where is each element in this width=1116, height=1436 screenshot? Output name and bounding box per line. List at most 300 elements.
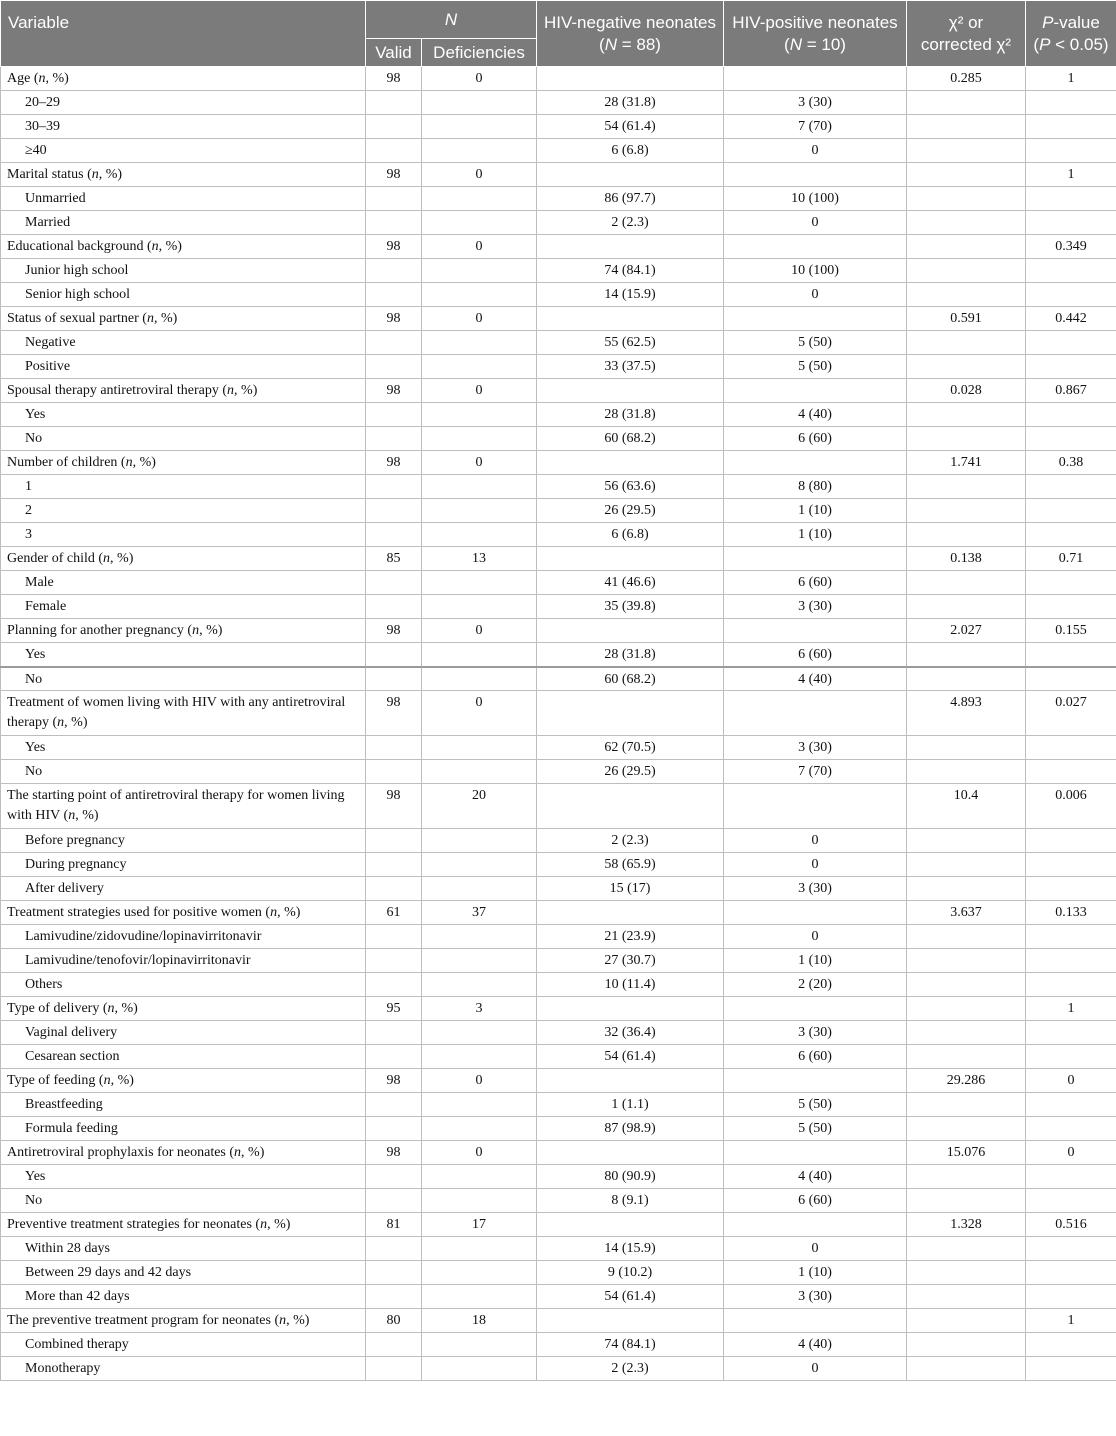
cell-hiv-negative [537,235,724,259]
cell-p-value [1026,1237,1116,1261]
cell-deficiencies [422,1261,537,1285]
cell-hiv-negative [537,1069,724,1093]
table-subrow [1,829,1116,853]
cell-hiv-negative [537,619,724,643]
cell-hiv-positive: 0 [724,139,907,163]
cell-p-value [1026,403,1116,427]
cell-deficiencies [422,595,537,619]
cell-variable: The preventive treatment program for neonates (n, %) [1,1309,366,1333]
cell-hiv-negative: 60 (68.2) [537,667,724,691]
table-subrow [1,211,1116,235]
cell-variable: Yes [1,403,366,427]
cell-valid: 98 [366,235,422,259]
cell-valid: 98 [366,307,422,331]
cell-valid [366,877,422,901]
cell-valid: 98 [366,619,422,643]
cell-deficiencies: 0 [422,691,537,736]
cell-deficiencies [422,877,537,901]
cell-hiv-positive: 4 (40) [724,1333,907,1357]
cell-hiv-positive [724,901,907,925]
cell-hiv-negative [537,307,724,331]
cell-p-value: 0.155 [1026,619,1116,643]
table-row [1,619,1116,643]
table-subrow [1,475,1116,499]
cell-p-value [1026,211,1116,235]
cell-hiv-negative: 15 (17) [537,877,724,901]
cell-valid [366,1261,422,1285]
cell-valid [366,187,422,211]
cell-p-value [1026,475,1116,499]
cell-chi-square [907,571,1026,595]
cell-hiv-negative: 80 (90.9) [537,1165,724,1189]
table-subrow [1,331,1116,355]
cell-hiv-negative: 54 (61.4) [537,1285,724,1309]
cell-variable: 1 [1,475,366,499]
cell-p-value [1026,1189,1116,1213]
cell-chi-square [907,1093,1026,1117]
cell-hiv-negative [537,1213,724,1237]
cell-hiv-negative: 6 (6.8) [537,523,724,547]
cell-chi-square: 1.328 [907,1213,1026,1237]
cell-valid: 98 [366,1141,422,1165]
cell-p-value [1026,571,1116,595]
table-row [1,997,1116,1021]
cell-deficiencies: 18 [422,1309,537,1333]
cell-valid [366,259,422,283]
cell-variable: No [1,760,366,784]
cell-p-value: 1 [1026,67,1116,91]
cell-p-value [1026,427,1116,451]
cell-hiv-positive: 0 [724,925,907,949]
table-subrow [1,1165,1116,1189]
cell-variable: Type of feeding (n, %) [1,1069,366,1093]
cell-p-value [1026,667,1116,691]
cell-valid [366,355,422,379]
cell-hiv-negative: 55 (62.5) [537,331,724,355]
cell-hiv-negative: 33 (37.5) [537,355,724,379]
cell-hiv-negative [537,547,724,571]
cell-deficiencies: 17 [422,1213,537,1237]
table-subrow [1,427,1116,451]
cell-chi-square [907,499,1026,523]
cell-chi-square [907,667,1026,691]
table-subrow [1,949,1116,973]
cell-valid: 98 [366,451,422,475]
cell-valid [366,925,422,949]
cell-deficiencies [422,403,537,427]
cell-variable: 3 [1,523,366,547]
cell-p-value [1026,1093,1116,1117]
cell-deficiencies [422,331,537,355]
cell-deficiencies [422,1357,537,1381]
cell-hiv-negative: 54 (61.4) [537,115,724,139]
cell-deficiencies: 0 [422,1069,537,1093]
cell-hiv-negative [537,901,724,925]
cell-chi-square [907,187,1026,211]
cell-chi-square [907,643,1026,667]
cell-hiv-positive: 3 (30) [724,595,907,619]
cell-deficiencies [422,1189,537,1213]
cell-hiv-positive: 0 [724,829,907,853]
cell-variable: After delivery [1,877,366,901]
table-subrow [1,1189,1116,1213]
cell-variable: During pregnancy [1,853,366,877]
cell-variable: The starting point of antiretroviral therapy for women living with HIV (n, %) [1,784,366,829]
cell-valid [366,1165,422,1189]
cell-chi-square: 10.4 [907,784,1026,829]
cell-p-value [1026,331,1116,355]
cell-hiv-negative: 6 (6.8) [537,139,724,163]
header-chi-line2: corrected χ² [920,34,1012,54]
table-subrow [1,1357,1116,1381]
cell-chi-square [907,949,1026,973]
cell-variable: Vaginal delivery [1,1021,366,1045]
table-subrow [1,760,1116,784]
cell-hiv-positive [724,163,907,187]
cell-hiv-positive: 6 (60) [724,643,907,667]
cell-p-value [1026,1285,1116,1309]
cell-hiv-positive: 3 (30) [724,877,907,901]
cell-valid [366,211,422,235]
cell-variable: Formula feeding [1,1117,366,1141]
cell-hiv-positive [724,67,907,91]
cell-chi-square [907,1357,1026,1381]
cell-hiv-negative [537,67,724,91]
cell-deficiencies [422,427,537,451]
cell-chi-square [907,211,1026,235]
cell-variable: Unmarried [1,187,366,211]
table-subrow [1,643,1116,667]
cell-chi-square [907,925,1026,949]
cell-valid: 95 [366,997,422,1021]
cell-hiv-negative: 1 (1.1) [537,1093,724,1117]
cell-hiv-positive: 0 [724,283,907,307]
cell-deficiencies [422,949,537,973]
cell-hiv-positive: 10 (100) [724,187,907,211]
cell-hiv-positive: 0 [724,211,907,235]
header-hiv-negative: HIV-negative neonates (N = 88) [537,1,724,67]
cell-deficiencies: 0 [422,619,537,643]
cell-chi-square [907,877,1026,901]
cell-variable: Treatment strategies used for positive women (n, %) [1,901,366,925]
cell-hiv-negative [537,163,724,187]
cell-hiv-positive [724,1213,907,1237]
table-subrow [1,523,1116,547]
cell-p-value [1026,925,1116,949]
cell-deficiencies: 3 [422,997,537,1021]
cell-valid: 98 [366,163,422,187]
cell-chi-square [907,115,1026,139]
cell-p-value [1026,1165,1116,1189]
cell-variable: Negative [1,331,366,355]
cell-p-value: 1 [1026,1309,1116,1333]
cell-chi-square: 15.076 [907,1141,1026,1165]
table-row [1,1213,1116,1237]
cell-hiv-negative: 2 (2.3) [537,829,724,853]
cell-valid: 98 [366,1069,422,1093]
table-body [1,67,1116,1381]
cell-hiv-positive: 8 (80) [724,475,907,499]
cell-hiv-positive: 4 (40) [724,1165,907,1189]
cell-hiv-positive [724,379,907,403]
cell-hiv-negative [537,784,724,829]
cell-hiv-negative: 8 (9.1) [537,1189,724,1213]
cell-chi-square [907,1285,1026,1309]
cell-hiv-positive: 6 (60) [724,427,907,451]
cell-variable: Breastfeeding [1,1093,366,1117]
cell-valid [366,667,422,691]
cell-valid [366,595,422,619]
cell-hiv-positive [724,235,907,259]
cell-hiv-negative [537,691,724,736]
cell-p-value [1026,736,1116,760]
cell-variable: Male [1,571,366,595]
cell-chi-square [907,427,1026,451]
cell-valid [366,736,422,760]
cell-variable: Senior high school [1,283,366,307]
cell-valid [366,1045,422,1069]
cell-hiv-positive [724,691,907,736]
cell-deficiencies: 0 [422,451,537,475]
cell-valid [366,1189,422,1213]
cell-p-value [1026,595,1116,619]
table-subrow [1,877,1116,901]
table-subrow [1,499,1116,523]
cell-hiv-negative: 28 (31.8) [537,403,724,427]
header-valid: Valid [366,39,422,67]
cell-chi-square [907,760,1026,784]
cell-hiv-positive: 3 (30) [724,1021,907,1045]
table-subrow [1,973,1116,997]
cell-variable: Yes [1,1165,366,1189]
cell-valid [366,91,422,115]
cell-hiv-negative: 14 (15.9) [537,1237,724,1261]
cell-hiv-positive: 5 (50) [724,355,907,379]
table-row [1,67,1116,91]
cell-valid [366,1285,422,1309]
cell-deficiencies [422,853,537,877]
header-chi-square [907,1,1026,67]
cell-valid [366,949,422,973]
cell-hiv-positive: 3 (30) [724,91,907,115]
table-subrow [1,91,1116,115]
cell-valid [366,283,422,307]
cell-hiv-negative: 10 (11.4) [537,973,724,997]
cell-deficiencies [422,475,537,499]
cell-variable: Yes [1,643,366,667]
cell-hiv-negative: 60 (68.2) [537,427,724,451]
cell-variable: ≥40 [1,139,366,163]
cell-chi-square: 0.591 [907,307,1026,331]
cell-hiv-positive: 5 (50) [724,1093,907,1117]
cell-hiv-negative: 86 (97.7) [537,187,724,211]
cell-variable: Lamivudine/tenofovir/lopinavirritonavir [1,949,366,973]
cell-hiv-negative: 54 (61.4) [537,1045,724,1069]
cell-chi-square [907,163,1026,187]
table-subrow [1,925,1116,949]
cell-hiv-positive [724,784,907,829]
cell-deficiencies [422,283,537,307]
table-row [1,451,1116,475]
cell-chi-square: 0.028 [907,379,1026,403]
cell-variable: Female [1,595,366,619]
cell-hiv-positive: 3 (30) [724,736,907,760]
table-subrow [1,403,1116,427]
cell-hiv-negative [537,1309,724,1333]
cell-variable: Cesarean section [1,1045,366,1069]
cell-deficiencies [422,1045,537,1069]
cell-p-value: 0.71 [1026,547,1116,571]
cell-chi-square: 29.286 [907,1069,1026,1093]
cell-p-value [1026,355,1116,379]
table-row [1,235,1116,259]
cell-chi-square [907,235,1026,259]
cell-p-value [1026,949,1116,973]
cell-chi-square [907,331,1026,355]
cell-p-value [1026,973,1116,997]
cell-valid [366,1237,422,1261]
cell-hiv-negative [537,997,724,1021]
table-subrow [1,571,1116,595]
cell-hiv-negative: 2 (2.3) [537,1357,724,1381]
cell-p-value [1026,1357,1116,1381]
table-subrow [1,1117,1116,1141]
cell-deficiencies [422,523,537,547]
cell-p-value [1026,643,1116,667]
cell-variable: Others [1,973,366,997]
cell-chi-square [907,853,1026,877]
cell-deficiencies [422,1165,537,1189]
cell-deficiencies [422,1285,537,1309]
cell-hiv-negative: 74 (84.1) [537,259,724,283]
cell-valid [366,523,422,547]
cell-valid [366,403,422,427]
cell-hiv-negative: 14 (15.9) [537,283,724,307]
cell-variable: No [1,427,366,451]
cell-hiv-positive [724,619,907,643]
cell-chi-square [907,1021,1026,1045]
cell-hiv-positive: 1 (10) [724,499,907,523]
cell-chi-square [907,595,1026,619]
cell-chi-square [907,973,1026,997]
cell-p-value: 0 [1026,1069,1116,1093]
cell-p-value: 1 [1026,997,1116,1021]
cell-p-value [1026,877,1116,901]
cell-variable: Within 28 days [1,1237,366,1261]
cell-p-value [1026,187,1116,211]
cell-deficiencies: 20 [422,784,537,829]
table-row [1,379,1116,403]
cell-hiv-positive [724,1309,907,1333]
cell-hiv-negative: 27 (30.7) [537,949,724,973]
cell-deficiencies [422,643,537,667]
cell-chi-square [907,1165,1026,1189]
cell-chi-square [907,283,1026,307]
cell-p-value [1026,760,1116,784]
cell-hiv-negative [537,1141,724,1165]
cell-valid [366,1333,422,1357]
table-subrow [1,1333,1116,1357]
cell-p-value: 0.006 [1026,784,1116,829]
cell-variable: 2 [1,499,366,523]
cell-valid [366,115,422,139]
cell-hiv-positive [724,1141,907,1165]
cell-p-value [1026,853,1116,877]
cell-chi-square: 0.285 [907,67,1026,91]
cell-p-value: 0.867 [1026,379,1116,403]
table-subrow [1,736,1116,760]
cell-hiv-negative: 21 (23.9) [537,925,724,949]
cell-variable: Married [1,211,366,235]
cell-valid [366,499,422,523]
cell-deficiencies: 0 [422,307,537,331]
cell-chi-square [907,1333,1026,1357]
cell-deficiencies [422,187,537,211]
table-row [1,1309,1116,1333]
header-variable: Variable [1,1,366,67]
cell-variable: Marital status (n, %) [1,163,366,187]
cell-valid [366,973,422,997]
cell-valid: 98 [366,784,422,829]
cell-valid [366,571,422,595]
cell-variable: Antiretroviral prophylaxis for neonates (n, %) [1,1141,366,1165]
cell-valid [366,760,422,784]
cell-hiv-positive [724,1069,907,1093]
cell-valid [366,475,422,499]
cell-chi-square: 0.138 [907,547,1026,571]
cell-hiv-positive: 2 (20) [724,973,907,997]
cell-variable: Spousal therapy antiretroviral therapy (n, %) [1,379,366,403]
cell-hiv-positive: 1 (10) [724,1261,907,1285]
cell-p-value [1026,1261,1116,1285]
cell-p-value [1026,139,1116,163]
cell-deficiencies [422,115,537,139]
cell-valid [366,1357,422,1381]
cell-p-value: 0.442 [1026,307,1116,331]
table-subrow [1,187,1116,211]
cell-hiv-negative: 32 (36.4) [537,1021,724,1045]
table-subrow [1,1237,1116,1261]
cell-p-value [1026,1021,1116,1045]
cell-hiv-positive: 0 [724,853,907,877]
cell-chi-square: 2.027 [907,619,1026,643]
cell-p-value [1026,91,1116,115]
cell-variable: Monotherapy [1,1357,366,1381]
cell-p-value [1026,829,1116,853]
cell-deficiencies [422,139,537,163]
cell-valid: 85 [366,547,422,571]
table-subrow [1,1285,1116,1309]
cell-chi-square [907,1261,1026,1285]
cell-chi-square [907,1045,1026,1069]
cell-chi-square [907,1237,1026,1261]
table-subrow [1,853,1116,877]
table-subrow [1,115,1116,139]
cell-deficiencies [422,667,537,691]
cell-deficiencies: 0 [422,1141,537,1165]
cell-variable: Treatment of women living with HIV with any antiretroviral therapy (n, %) [1,691,366,736]
cell-chi-square [907,91,1026,115]
cell-chi-square [907,523,1026,547]
cell-valid [366,853,422,877]
cell-variable: No [1,667,366,691]
cell-hiv-negative: 41 (46.6) [537,571,724,595]
cell-p-value: 0.349 [1026,235,1116,259]
cell-variable: Educational background (n, %) [1,235,366,259]
cell-variable: Planning for another pregnancy (n, %) [1,619,366,643]
cell-variable: Positive [1,355,366,379]
cell-hiv-positive: 7 (70) [724,760,907,784]
